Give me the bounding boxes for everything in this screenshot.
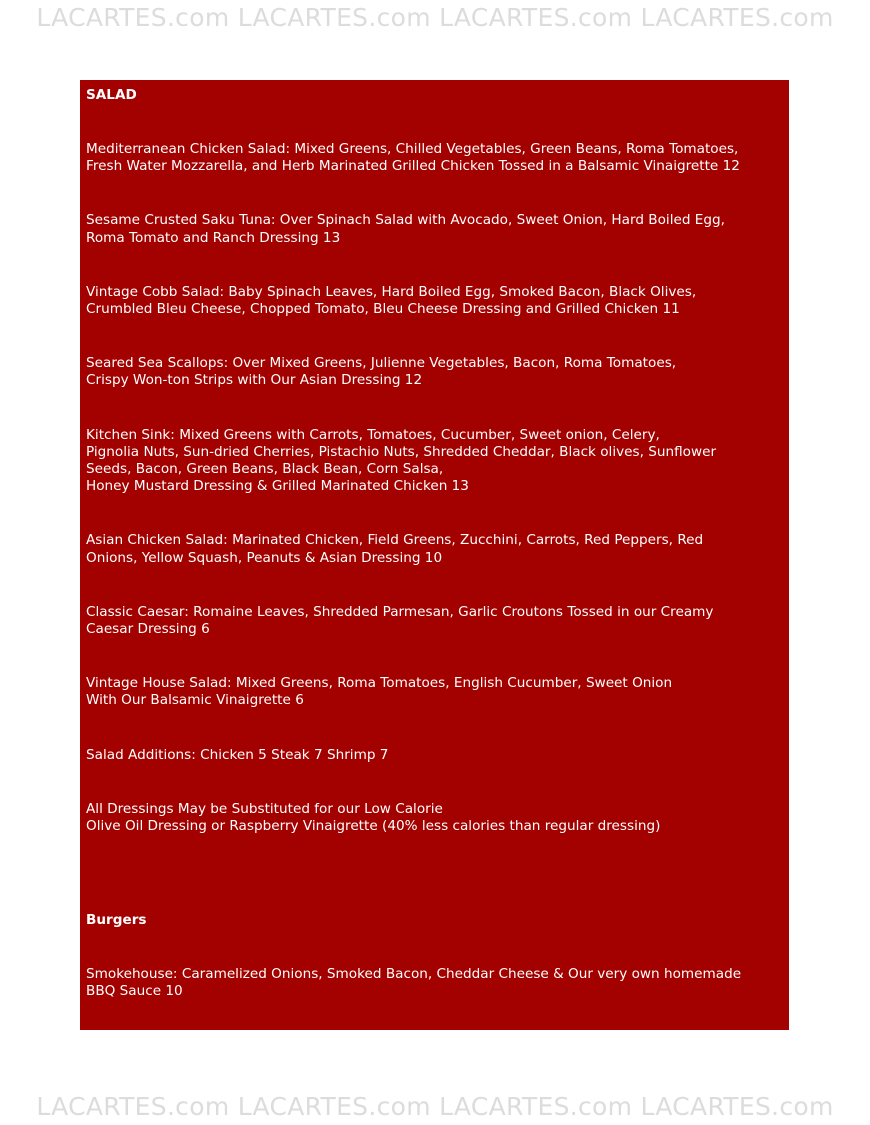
menu-item-text: Vintage House Salad: Mixed Greens, Roma Tomatoes, English Cucumber, Sweet Onion — [86, 675, 673, 692]
menu-item-text: Roma Tomato and Ranch Dressing 13 — [86, 229, 341, 246]
menu-item-text: Vintage Cobb Salad: Baby Spinach Leaves, Hard Boiled Egg, Smoked Bacon, Black Olives, — [86, 283, 697, 300]
menu-item-text: Olive Oil Dressing or Raspberry Vinaigrette (40% less calories than regular dressing) — [86, 818, 661, 835]
menu-item-text: Pignolia Nuts, Sun-dried Cherries, Pistachio Nuts, Shredded Cheddar, Black olives, Sunflower — [86, 443, 717, 460]
menu-item-text: BBQ Sauce 10 — [86, 983, 183, 1000]
menu-item-sesame-crusted-saku-tuna — [86, 212, 783, 246]
menu-item-text: Smokehouse: Caramelized Onions, Smoked Bacon, Cheddar Cheese & Our very own homemade — [86, 966, 742, 983]
menu-item-text: Crumbled Bleu Cheese, Chopped Tomato, Bleu Cheese Dressing and Grilled Chicken 11 — [86, 301, 680, 318]
menu-item-text: Mediterranean Chicken Salad: Mixed Greens, Chilled Vegetables, Green Beans, Roma Tomatoes, — [86, 141, 739, 157]
menu-item-text: Salad Additions: Chicken 5 Steak 7 Shrimp 7 — [86, 746, 389, 763]
menu-item-text: All Dressings May be Substituted for our Low Calorie — [86, 800, 443, 817]
menu-item-text: Classic Caesar: Romaine Leaves, Shredded Parmesan, Garlic Croutons Tossed in our Creamy — [86, 603, 714, 620]
menu-item-text: Caesar Dressing 6 — [86, 621, 210, 638]
menu-item-smokehouse — [86, 966, 783, 1000]
menu-item-text: Sesame Crusted Saku Tuna: Over Spinach Salad with Avocado, Sweet Onion, Hard Boiled Egg, — [86, 212, 725, 229]
menu-item-vintage-house-salad — [86, 675, 783, 709]
menu-item-text: Seared Sea Scallops: Over Mixed Greens, Julienne Vegetables, Bacon, Roma Tomatoes, — [86, 355, 677, 372]
menu-item-text: Kitchen Sink: Mixed Greens with Carrots, Tomatoes, Cucumber, Sweet onion, Celery, — [86, 426, 660, 443]
menu-item-seared-sea-scallops — [86, 355, 783, 389]
menu-panel — [80, 80, 789, 1030]
salad-heading: SALAD — [86, 87, 137, 103]
menu-item-asian-chicken-salad — [86, 532, 783, 566]
menu-item-text: With Our Balsamic Vinaigrette 6 — [86, 692, 304, 709]
menu-note-dressings — [86, 801, 783, 835]
menu-item-kitchen-sink — [86, 427, 783, 496]
watermark-top: LACARTES.com LACARTES.com LACARTES.com LACARTES.com — [36, 3, 834, 32]
menu-item-mediterranean-chicken-salad — [86, 141, 783, 175]
menu-item-text: Seeds, Bacon, Green Beans, Black Bean, Corn Salsa, — [86, 461, 444, 478]
menu-item-text: Fresh Water Mozzarella, and Herb Marinated Grilled Chicken Tossed in a Balsamic Vinaigrette 12 — [86, 158, 740, 175]
watermark-bottom: LACARTES.com LACARTES.com LACARTES.com LACARTES.com — [36, 1092, 834, 1121]
menu-item-classic-caesar — [86, 604, 783, 638]
menu-item-text: Honey Mustard Dressing & Grilled Marinated Chicken 13 — [86, 478, 469, 495]
menu-item-text: Crispy Won-ton Strips with Our Asian Dressing 12 — [86, 372, 423, 389]
menu-item-text: Onions, Yellow Squash, Peanuts & Asian Dressing 10 — [86, 549, 443, 566]
menu-item-text: Asian Chicken Salad: Marinated Chicken, Field Greens, Zucchini, Carrots, Red Peppers, Red — [86, 532, 704, 549]
burgers-heading: Burgers — [86, 912, 147, 929]
menu-item-vintage-cobb-salad — [86, 284, 783, 318]
menu-item-salad-additions — [86, 747, 783, 764]
